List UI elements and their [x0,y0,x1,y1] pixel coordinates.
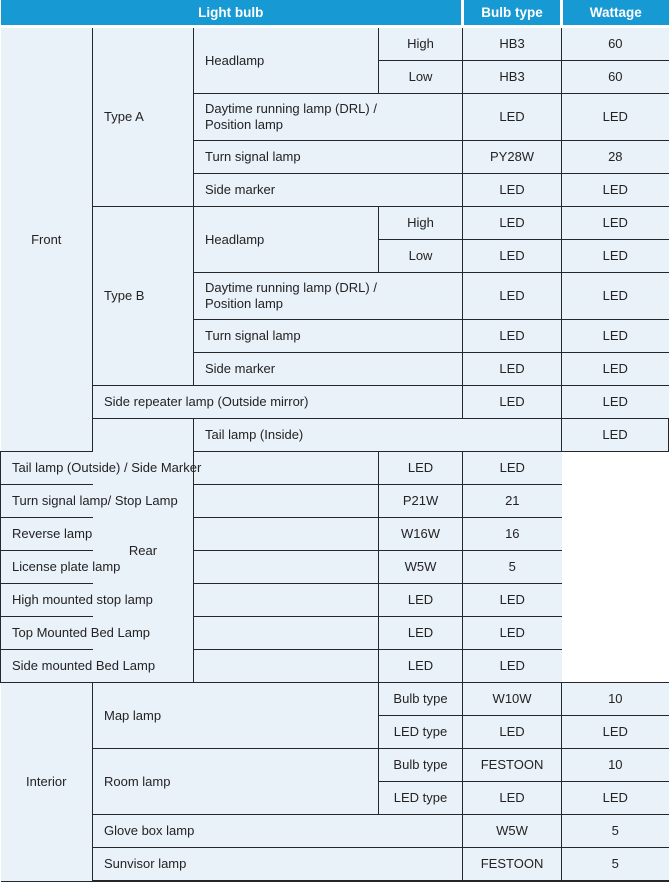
type-b-label: Type B [93,207,194,386]
lamp-label-cell: Side repeater lamp (Outside mirror) [93,386,463,419]
wattage-cell: 28 [562,141,669,174]
bulb-type-cell: LED [463,240,562,273]
table-row [1,386,669,419]
lamp-label-cell: Turn signal lamp [194,141,463,174]
bulb-type-cell: LED [562,419,669,452]
lamp-label-text: Daytime running lamp (DRL) / Position lamp [205,101,377,132]
wattage-cell: LED [562,273,669,320]
bulb-type-cell: HB3 [463,61,562,94]
bulb-type-cell: LED [379,617,463,650]
bulb-type-cell: LED [379,452,463,485]
variant-label-cell: LED type [379,782,463,815]
table-row [1,617,669,650]
lamp-label-cell: Side marker [194,353,463,386]
lamp-label-cell: Headlamp [194,207,379,273]
lamp-label-cell: Headlamp [194,27,379,94]
wattage-cell: LED [562,386,669,419]
bulb-type-cell: W5W [463,815,562,848]
wattage-cell: LED [463,617,562,650]
bulb-type-cell: LED [463,353,562,386]
wattage-cell: 5 [562,848,669,882]
table-row [1,683,669,716]
lamp-label-cell: Side mounted Bed Lamp [1,650,379,683]
lamp-label-cell [194,273,463,320]
table-row [1,584,669,617]
bulb-type-cell: LED [463,273,562,320]
wattage-cell: LED [562,240,669,273]
wattage-cell: 5 [463,551,562,584]
beam-label-cell: Low [379,61,463,94]
bulb-type-cell: LED [379,584,463,617]
lamp-label-text: Daytime running lamp (DRL) / Position lamp [205,280,377,311]
lamp-label-cell: Top Mounted Bed Lamp [1,617,379,650]
wattage-cell: LED [562,320,669,353]
wattage-cell: 60 [562,61,669,94]
wattage-cell: 10 [562,749,669,782]
wattage-cell: LED [463,452,562,485]
lamp-label-cell: High mounted stop lamp [1,584,379,617]
wattage-cell: 21 [463,485,562,518]
wattage-cell: 60 [562,27,669,61]
table-row [1,551,669,584]
bulb-type-cell: HB3 [463,27,562,61]
bulb-type-cell: LED [463,782,562,815]
wattage-cell: LED [562,782,669,815]
wattage-cell: LED [463,650,562,683]
wattage-cell: 16 [463,518,562,551]
lamp-label-cell: Turn signal lamp [194,320,463,353]
lamp-label-cell [194,94,463,141]
section-front-label: Front [1,27,93,452]
section-interior-label: Interior [1,683,93,882]
bulb-type-cell: LED [463,174,562,207]
section-rear-label: Rear [93,419,194,683]
bulb-type-cell: LED [463,386,562,419]
beam-label-cell: Low [379,240,463,273]
bulb-type-column-header: Bulb type [463,0,562,27]
bulb-type-cell: LED [463,716,562,749]
wattage-column-header: Wattage [562,0,669,27]
beam-label-cell: High [379,207,463,240]
table-header-row [1,0,669,27]
variant-label-cell: Bulb type [379,683,463,716]
table-row [1,815,669,848]
variant-label-cell: Bulb type [379,749,463,782]
bulb-type-cell: FESTOON [463,848,562,882]
bulb-type-cell: W10W [463,683,562,716]
variant-label-cell: LED type [379,716,463,749]
table-row [1,650,669,683]
wattage-cell: LED [562,94,669,141]
bulb-type-cell: W16W [379,518,463,551]
table-row [1,452,669,485]
table-row [1,419,669,452]
bulb-type-cell: W5W [379,551,463,584]
table-row [1,749,669,782]
lamp-label-cell: License plate lamp [1,551,379,584]
wattage-cell: LED [562,716,669,749]
bulb-type-cell: FESTOON [463,749,562,782]
wattage-cell: LED [562,207,669,240]
wattage-cell: LED [463,584,562,617]
lamp-label-cell: Side marker [194,174,463,207]
table-row [1,27,669,61]
lamp-label-cell: Room lamp [93,749,379,815]
bulb-type-cell: LED [463,207,562,240]
wattage-cell: LED [562,174,669,207]
light-bulb-column-header: Light bulb [1,0,463,27]
table-row [1,848,669,882]
bulb-type-cell: LED [463,94,562,141]
lamp-label-cell: Tail lamp (Inside) [194,419,562,452]
table-row [1,518,669,551]
type-a-label: Type A [93,27,194,207]
bulb-type-cell: LED [463,320,562,353]
bulb-type-cell: LED [379,650,463,683]
lamp-label-cell: Tail lamp (Outside) / Side Marker [1,452,379,485]
wattage-cell: 10 [562,683,669,716]
bulb-type-cell: PY28W [463,141,562,174]
lamp-label-cell: Map lamp [93,683,379,749]
wattage-cell: 5 [562,815,669,848]
wattage-cell: LED [562,353,669,386]
lamp-label-cell: Turn signal lamp/ Stop Lamp [1,485,379,518]
bulb-type-cell: P21W [379,485,463,518]
lamp-label-cell: Reverse lamp [1,518,379,551]
lamp-label-cell: Glove box lamp [93,815,463,848]
lamp-label-cell: Sunvisor lamp [93,848,463,882]
table-row [1,207,669,240]
table-row [1,485,669,518]
beam-label-cell: High [379,27,463,61]
